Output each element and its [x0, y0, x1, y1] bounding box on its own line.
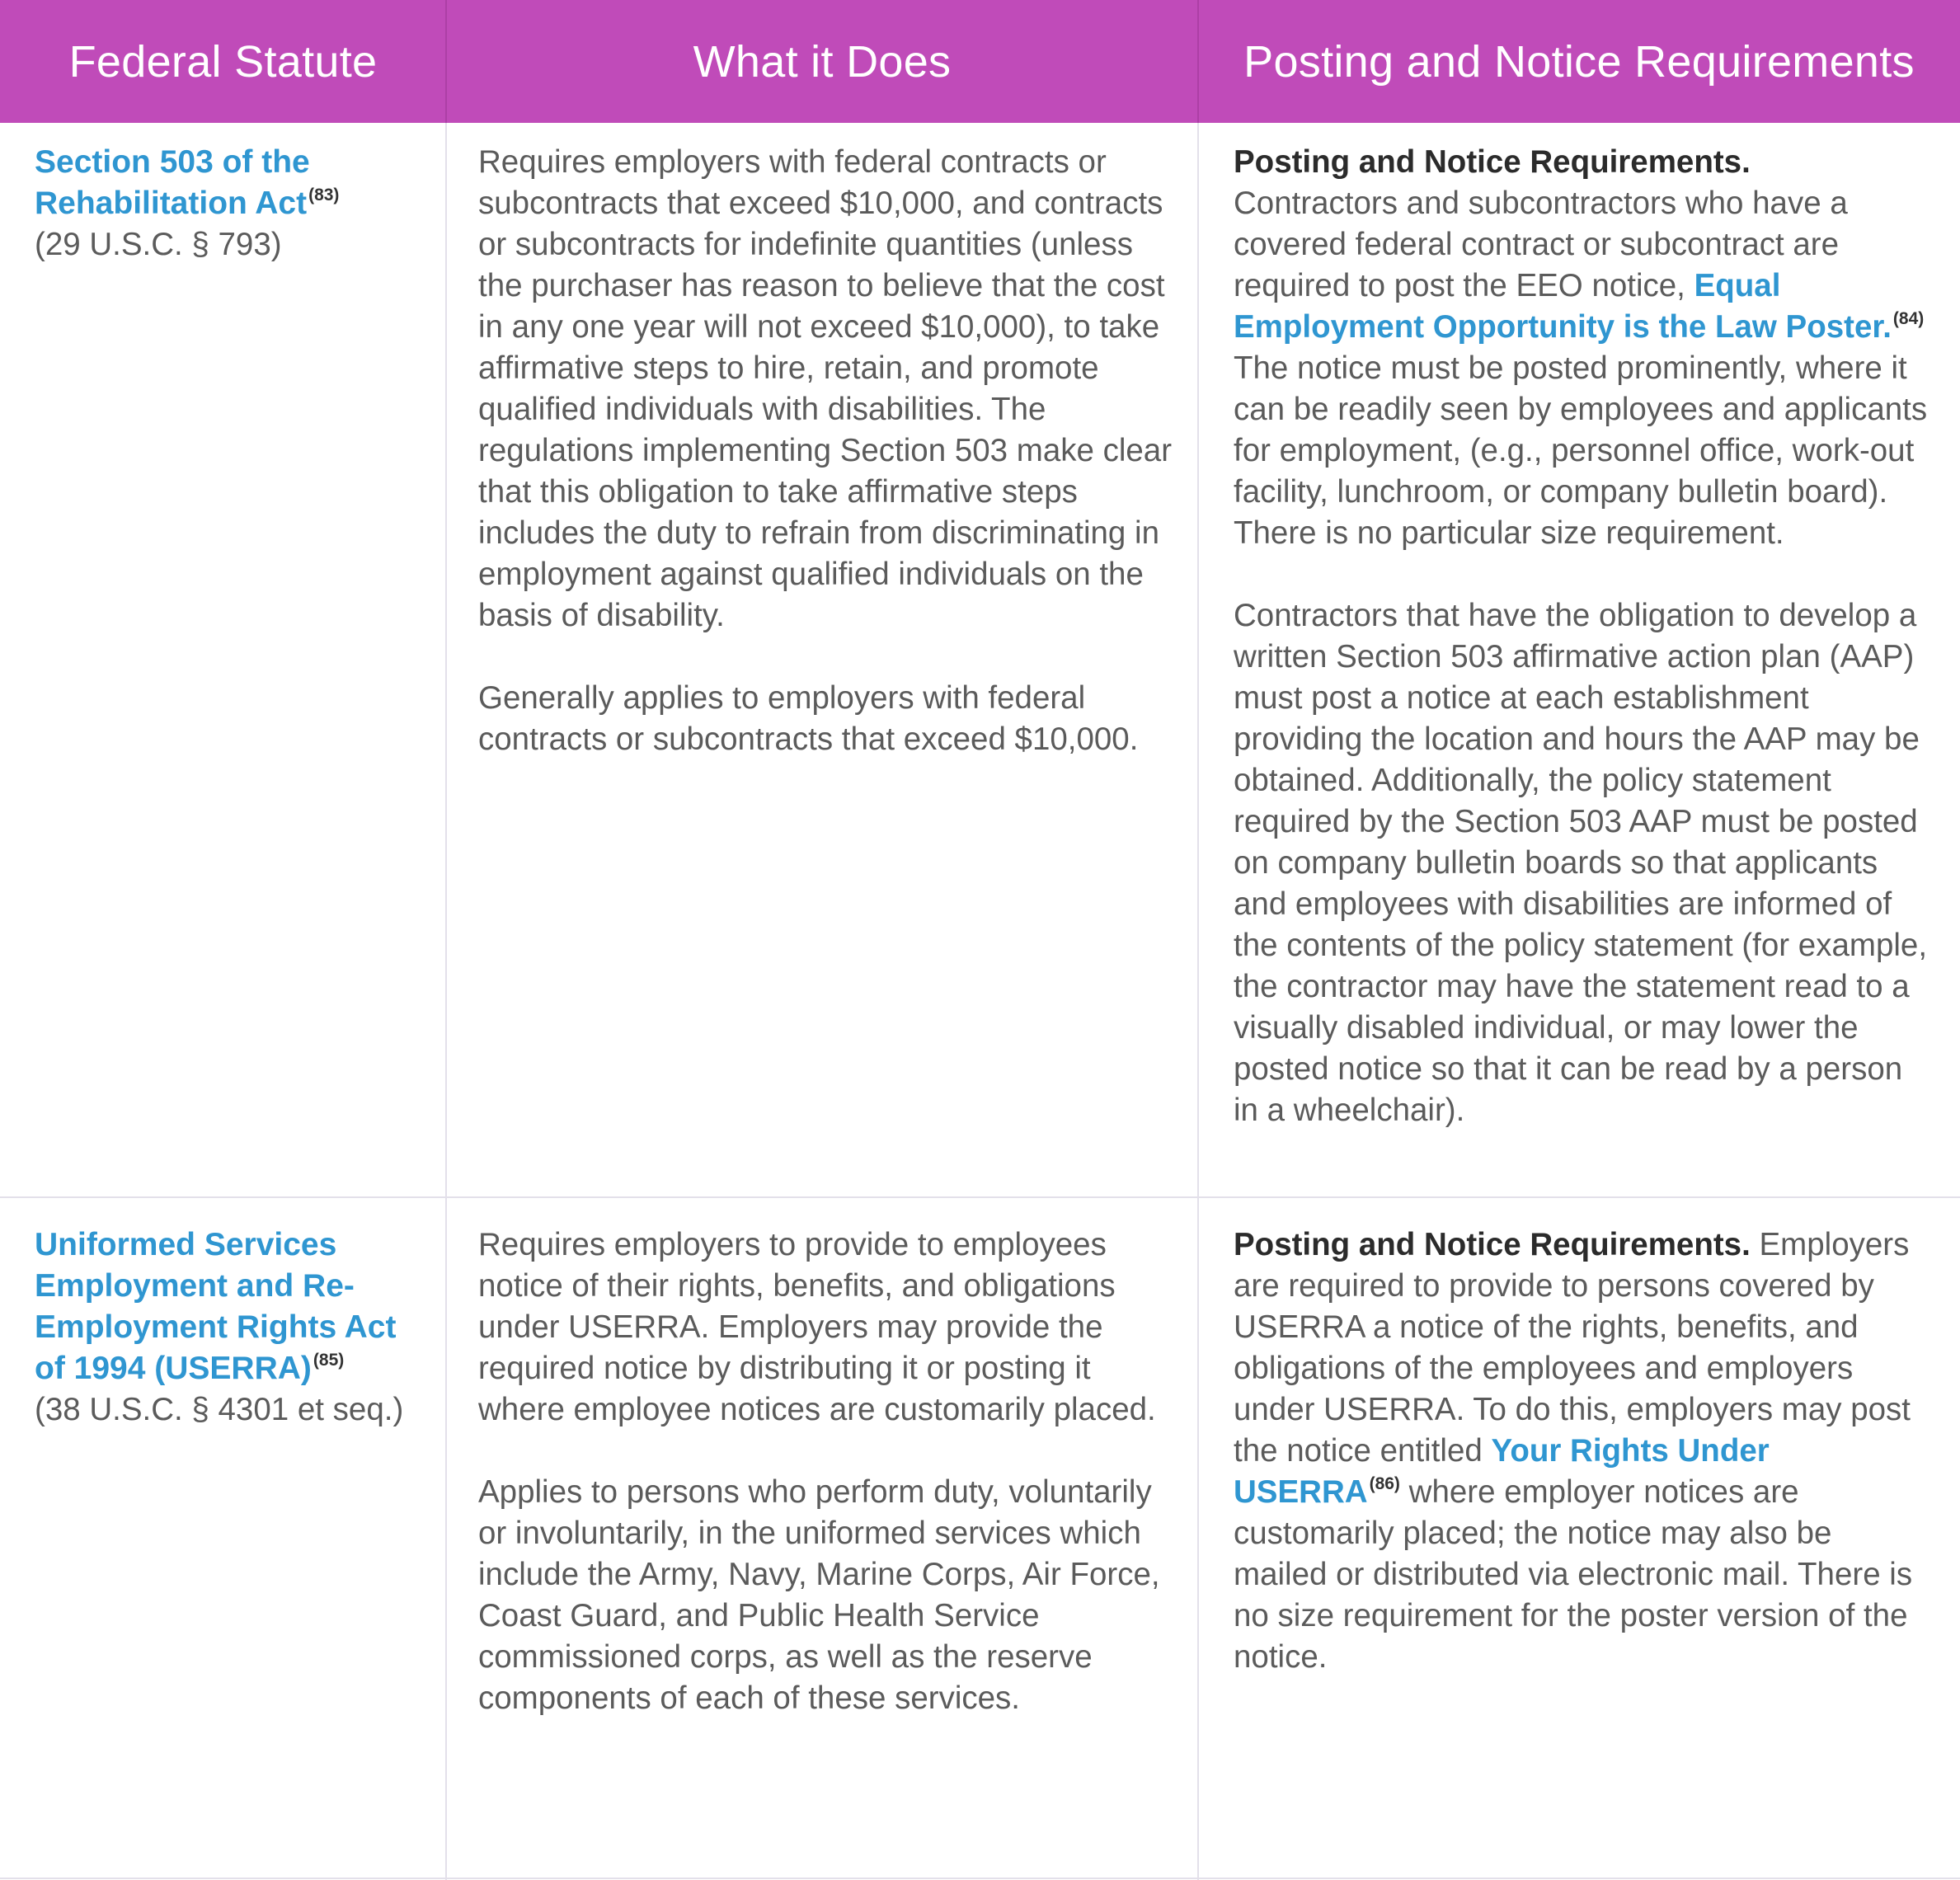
userra-notice-link[interactable]: Your Rights Under USERRA — [1234, 1433, 1770, 1510]
table-row-1-what-it-does — [478, 142, 1175, 760]
posting-paragraph — [1234, 1224, 1930, 1678]
posting-text-after: The notice must be posted prominently, where it can be readily seen by employees and applicants for employment, (e.g., personnel office, work-out facility, lunchroom, or company bulletin board). There is no particular size requirement. — [1234, 350, 1928, 551]
column-header-federal-statute: Federal Statute — [68, 36, 378, 87]
footnote-ref: (83) — [308, 186, 340, 204]
statute-title-section-503[interactable]: Section 503 of the Rehabilitation Act — [35, 144, 310, 221]
footnote-ref: (85) — [313, 1351, 345, 1370]
posting-aap-paragraph: Contractors that have the obligation to develop a written Section 503 affirmative action plan (AAP) must post a notice at each establishment providing the location and hours the AAP may be obtained. Additionally, the policy statement required by the Section 503 AAP must be posted on company bulletin boards so that applicants and employees with disabilities are informed of the contents of the policy statement (for example, the contractor may have the statement read to a visually disabled individual, or may lower the posted notice so that it can be read by a person in a wheelchair). — [1234, 598, 1928, 1128]
column-divider — [445, 123, 447, 1880]
statute-citation: (38 U.S.C. § 4301 et seq.) — [35, 1392, 404, 1427]
posting-text-after: where employer notices are customarily placed; the notice may also be mailed or distributed via electronic mail. There is no size requirement for the poster version of the notice. — [1234, 1474, 1913, 1675]
statute-title-userra[interactable]: Uniformed Services Employment and Re-Employment Rights Act of 1994 (USERRA) — [35, 1227, 397, 1386]
table-row-1-posting — [1234, 142, 1930, 1131]
column-header-posting-requirements: Posting and Notice Requirements — [1243, 36, 1915, 87]
table-row-2-what-it-does — [478, 1224, 1175, 1719]
footnote-ref: (86) — [1369, 1474, 1400, 1493]
what-it-does-paragraph: Requires employers to provide to employees notice of their rights, benefits, and obligations under USERRA. Employers may provide the required notice by distributing it or posting it where employee notices are customarily placed. — [478, 1227, 1156, 1427]
table-row-2-statute — [35, 1224, 430, 1431]
posting-text-before: Contractors and subcontractors who have a covered federal contract or subcontract are required to post the EEO notice, — [1234, 186, 1848, 303]
what-it-does-applicability: Generally applies to employers with federal contracts or subcontracts that exceed $10,000. — [478, 680, 1139, 757]
table-header — [0, 0, 1960, 123]
what-it-does-paragraph: Requires employers with federal contracts or subcontracts that exceed $10,000, and contracts or subcontracts for indefinite quantities (unless the purchaser has reason to believe that the cost in any one year will not exceed $10,000), to take affirmative steps to hire, retain, and promote qualified individuals with disabilities. The regulations implementing Section 503 make clear that this obligation to take affirmative steps includes the duty to refrain from discriminating in employment against qualified individuals on the basis of disability. — [478, 144, 1173, 633]
posting-lead: Posting and Notice Requirements. — [1234, 144, 1751, 180]
posting-paragraph — [1234, 142, 1930, 554]
row-divider — [0, 1196, 1960, 1198]
row-divider — [0, 1878, 1960, 1879]
footnote-ref: (84) — [1892, 309, 1925, 328]
posting-text-before: Employers are required to provide to persons covered by USERRA a notice of the rights, benefits, and obligations of the employees and employers under USERRA. To do this, employers may post the notice entitled — [1234, 1227, 1911, 1469]
what-it-does-applicability: Applies to persons who perform duty, voluntarily or involuntarily, in the uniformed services which include the Army, Navy, Marine Corps, Air Force, Coast Guard, and Public Health Service commissioned corps, as well as the reserve components of each of these services. — [478, 1474, 1160, 1716]
table-row-1-statute — [35, 142, 430, 266]
eeo-poster-link[interactable]: Equal Employment Opportunity is the Law Poster. — [1234, 268, 1892, 345]
column-divider — [1197, 123, 1199, 1880]
column-header-what-it-does: What it Does — [693, 36, 952, 87]
table-row-2-posting — [1234, 1224, 1930, 1678]
statute-citation: (29 U.S.C. § 793) — [35, 227, 282, 262]
posting-lead: Posting and Notice Requirements. — [1234, 1227, 1751, 1262]
